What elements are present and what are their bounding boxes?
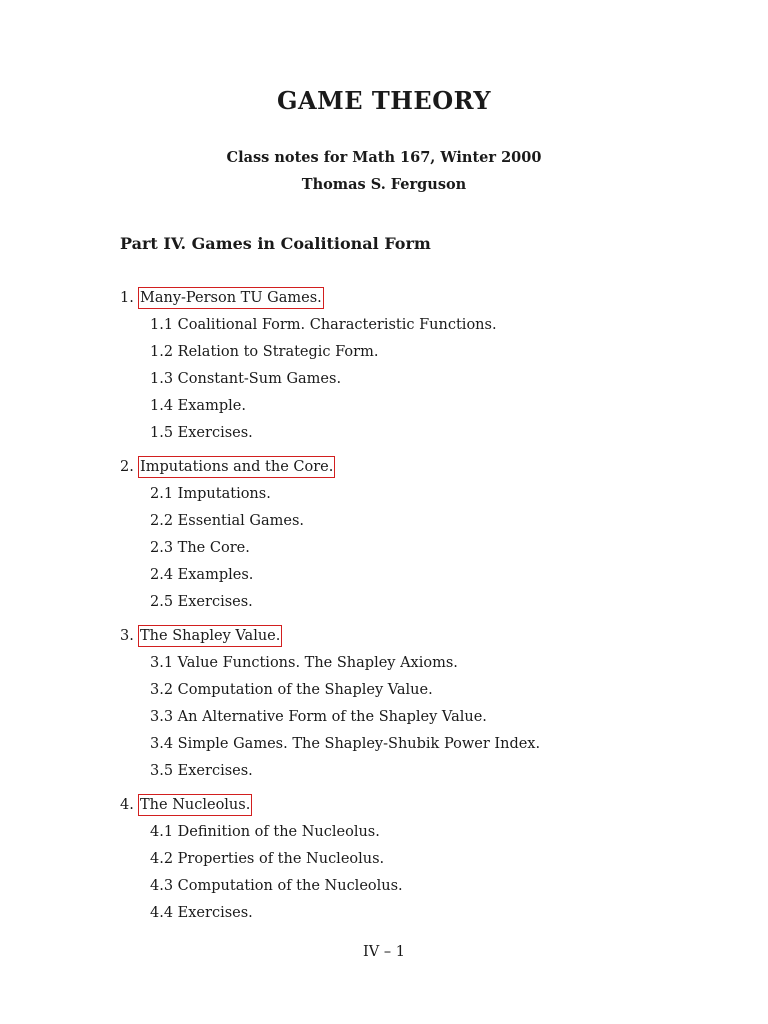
toc-section-2	[120, 456, 680, 618]
toc-item: 1.3 Constant-Sum Games.	[150, 371, 342, 387]
toc-item: 3.4 Simple Games. The Shapley-Shubik Power Index.	[150, 736, 541, 752]
section-number: 1.	[120, 290, 134, 306]
toc-item: 2.1 Imputations.	[150, 486, 271, 502]
section-link-the-nucleolus[interactable]: The Nucleolus.	[138, 794, 252, 816]
toc-section-4	[120, 794, 680, 929]
section-number: 4.	[120, 797, 134, 813]
section-link-imputations-and-the-core[interactable]: Imputations and the Core.	[138, 456, 335, 478]
section-number: 3.	[120, 628, 134, 644]
section-link-many-person-tu-games[interactable]: Many-Person TU Games.	[138, 287, 324, 309]
toc-item: 2.3 The Core.	[150, 540, 250, 556]
toc-item: 3.1 Value Functions. The Shapley Axioms.	[150, 655, 458, 671]
toc-item: 2.4 Examples.	[150, 567, 254, 583]
section-heading	[120, 456, 680, 483]
table-of-contents	[120, 287, 680, 929]
page-number: IV – 1	[363, 944, 405, 960]
section-heading	[120, 625, 680, 652]
toc-item: 2.2 Essential Games.	[150, 513, 305, 529]
toc-section-3	[120, 625, 680, 787]
toc-item: 4.3 Computation of the Nucleolus.	[150, 878, 403, 894]
toc-item: 4.2 Properties of the Nucleolus.	[150, 851, 385, 867]
section-link-the-shapley-value[interactable]: The Shapley Value.	[138, 625, 282, 647]
author-line: Thomas S. Ferguson	[301, 176, 467, 193]
section-heading	[120, 794, 680, 821]
toc-item: 1.2 Relation to Strategic Form.	[150, 344, 379, 360]
course-line: Class notes for Math 167, Winter 2000	[226, 149, 542, 166]
toc-item: 4.4 Exercises.	[150, 905, 253, 921]
toc-section-1	[120, 287, 680, 449]
toc-item: 1.5 Exercises.	[150, 425, 253, 441]
toc-item: 1.1 Coalitional Form. Characteristic Functions.	[150, 317, 497, 333]
document-title: GAME THEORY	[277, 86, 491, 115]
toc-item: 2.5 Exercises.	[150, 594, 253, 610]
section-number: 2.	[120, 459, 134, 475]
toc-item: 3.3 An Alternative Form of the Shapley Value.	[150, 709, 487, 725]
part-heading: Part IV. Games in Coalitional Form	[120, 234, 431, 253]
toc-item: 3.5 Exercises.	[150, 763, 253, 779]
toc-item: 3.2 Computation of the Shapley Value.	[150, 682, 433, 698]
toc-item: 1.4 Example.	[150, 398, 246, 414]
toc-item: 4.1 Definition of the Nucleolus.	[150, 824, 380, 840]
section-heading	[120, 287, 680, 314]
